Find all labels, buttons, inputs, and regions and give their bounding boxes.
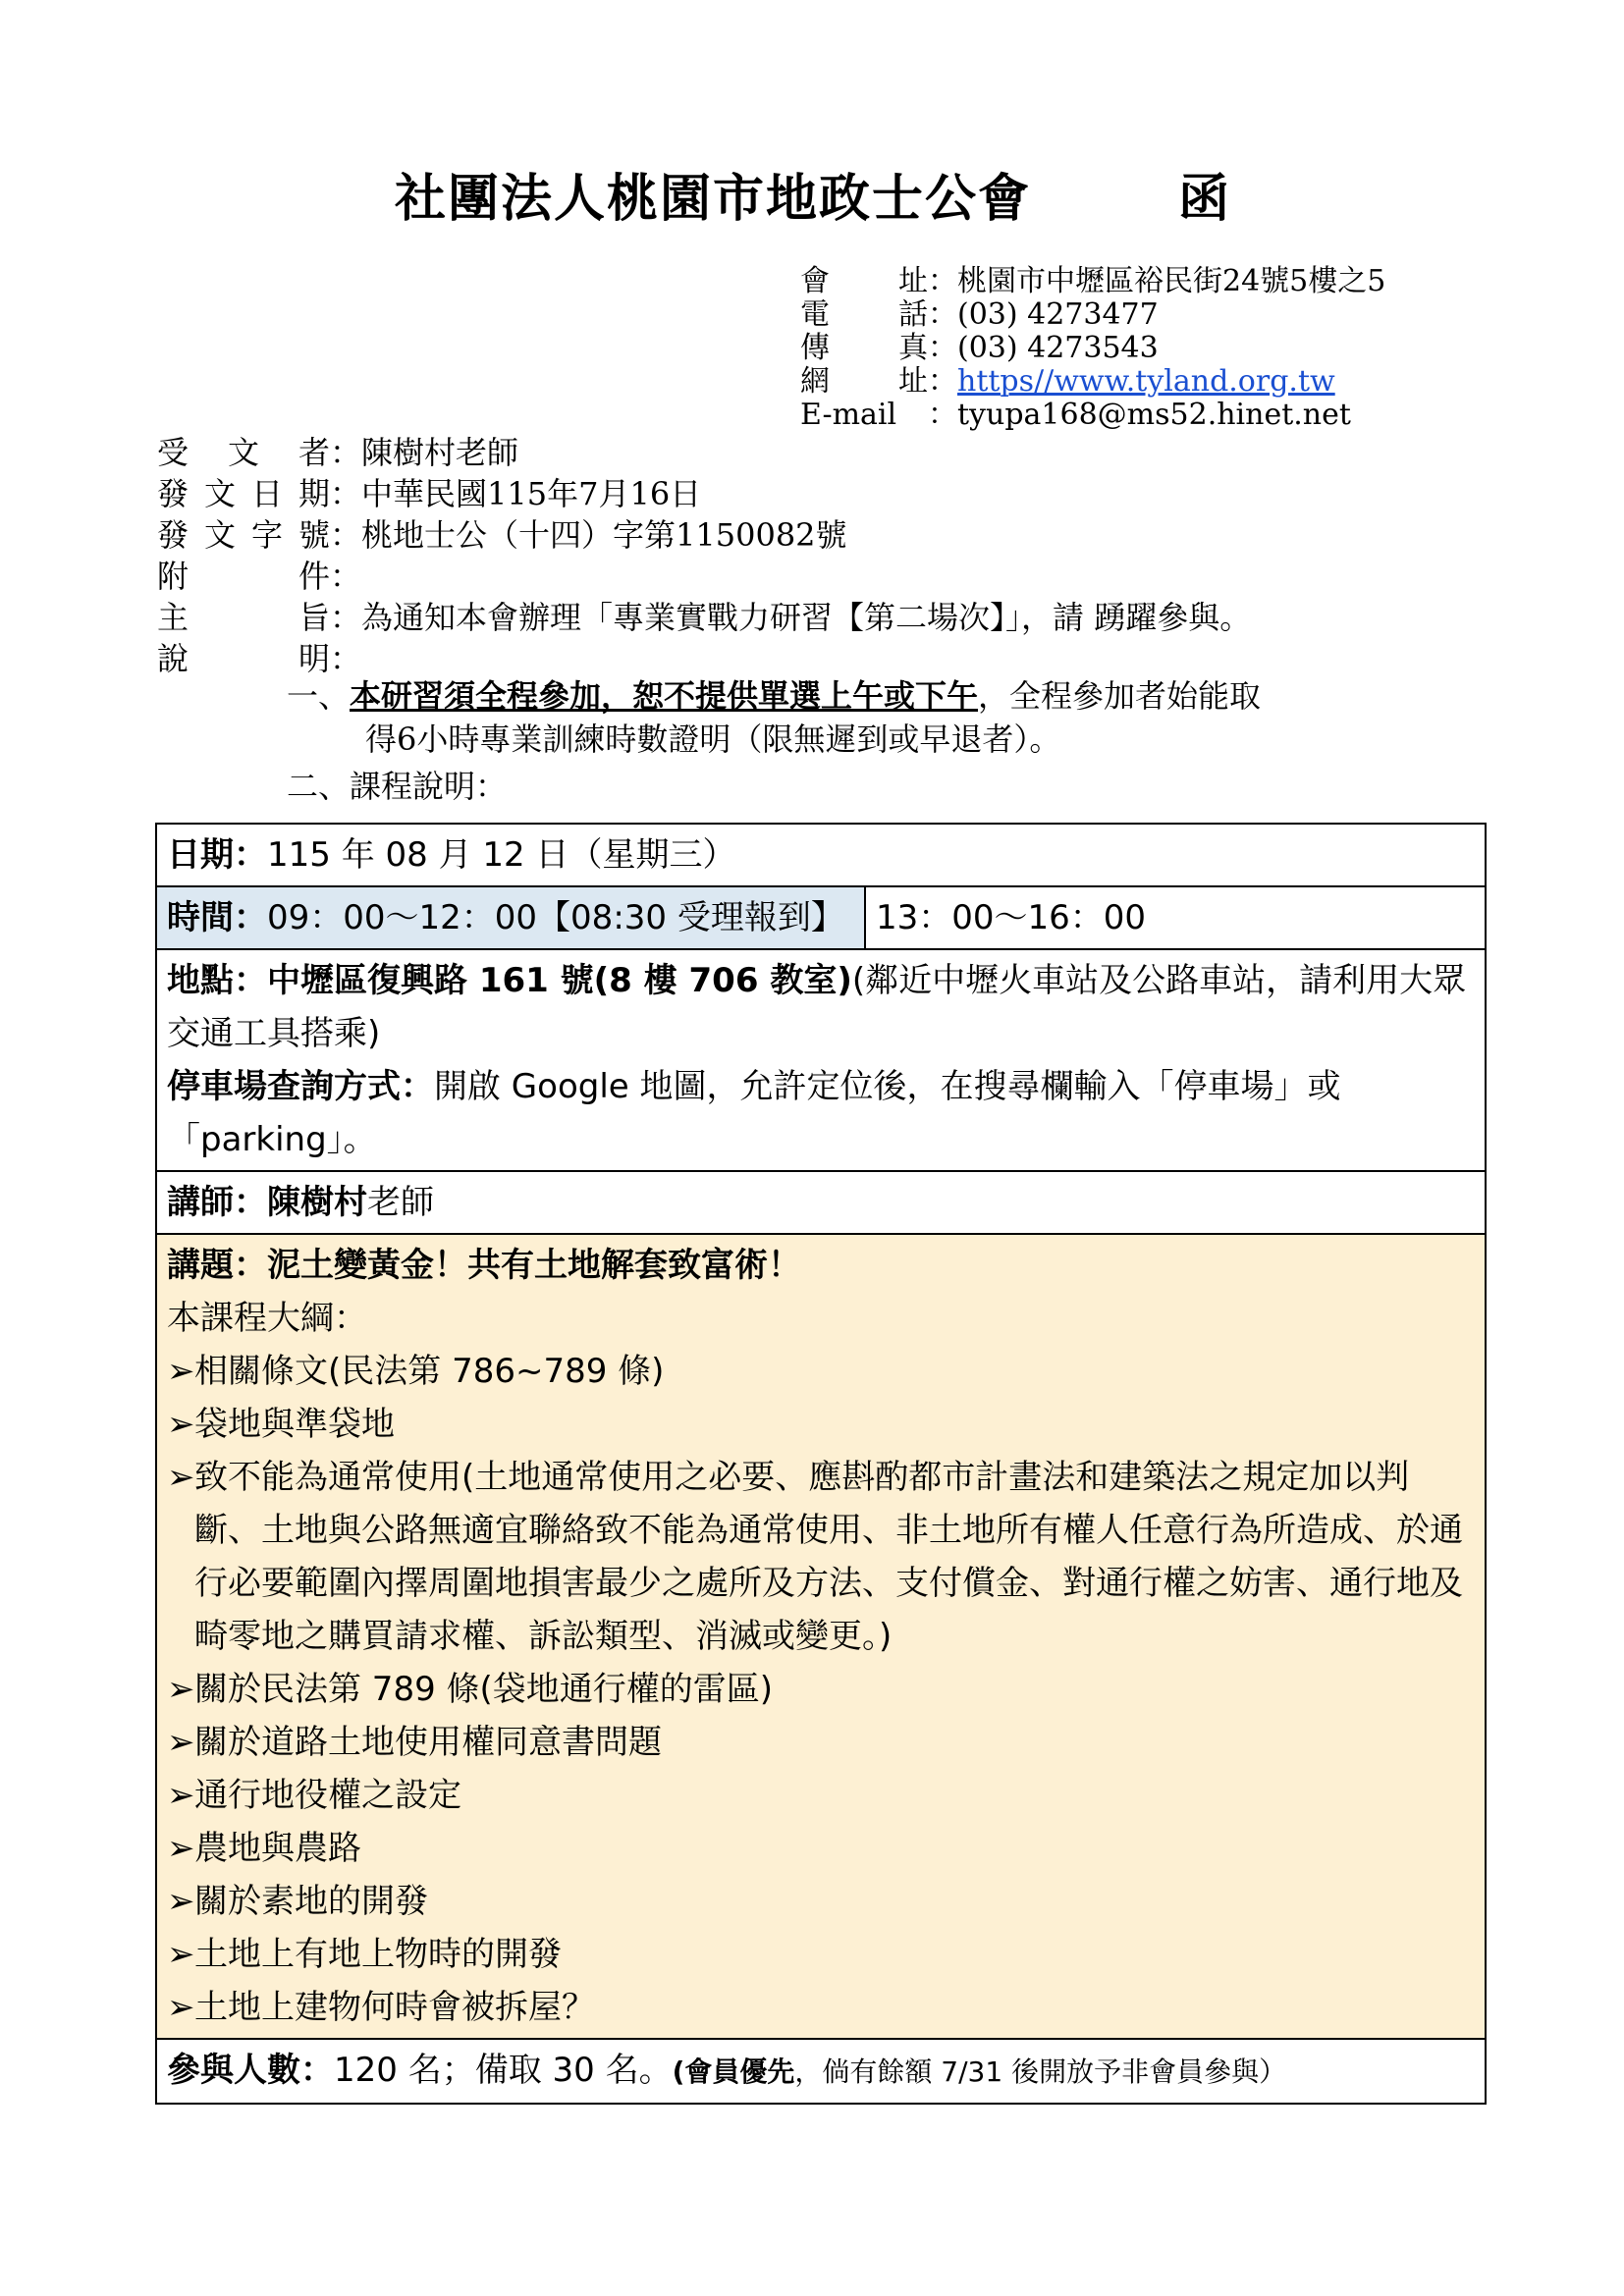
meta-label: 附件 xyxy=(157,558,330,595)
lecturer-label: 講師： xyxy=(167,1183,267,1222)
outline-item: ➢ 關於道路土地使用權同意書問題 xyxy=(167,1716,1475,1769)
contact-label: 會址 xyxy=(800,264,928,298)
contact-label: 網址 xyxy=(800,364,928,399)
outline-list xyxy=(167,1345,1475,2034)
meta-label: 受文者 xyxy=(157,434,330,471)
contact-fax-row: 傳真：(03) 4273543 xyxy=(800,331,1159,365)
contact-phone-row: 電話：(03) 4273477 xyxy=(800,297,1159,332)
participants-note: ，倘有餘額 7/31 後開放予非會員參與） xyxy=(794,2056,1287,2088)
contact-label: E-mail xyxy=(800,398,897,432)
time-label: 時間： xyxy=(167,898,267,937)
topic xyxy=(167,1239,1475,1292)
lecturer-row: 講師：陳樹村老師 xyxy=(156,1171,1486,1234)
location-label: 地點： xyxy=(167,961,267,1000)
meta-label: 說明 xyxy=(157,640,330,677)
arrow-bullet-icon: ➢ xyxy=(167,1776,195,1815)
lecturer-name: 陳樹村 xyxy=(267,1183,367,1222)
contact-block xyxy=(800,265,1385,432)
location-note: (鄰近中壢火車站及公路車站，請利用大眾交通工具搭乘) xyxy=(167,961,1467,1053)
time-row xyxy=(156,886,1486,949)
course-date: 115 年 08 月 12 日（星期三） xyxy=(267,835,736,875)
contact-phone: (03) 4273477 xyxy=(957,297,1159,332)
meta-subject-row: 主旨：為通知本會辦理「專業實戰力研習【第二場次】」，請 踴躍參與。 xyxy=(157,599,1252,636)
contact-label: 傳真 xyxy=(800,331,928,365)
participants-row xyxy=(156,2039,1486,2104)
document-title xyxy=(0,157,1624,231)
issue-date: 中華民國115年7月16日 xyxy=(361,475,702,512)
document-number: 桃地士公（十四）字第1150082號 xyxy=(361,516,847,554)
location xyxy=(167,954,1475,1060)
outline-item: ➢ 致不能為通常使用(土地通常使用之必要、應斟酌都市計畫法和建築法之規定加以判斷、土地與公路無適宜聯絡致不能為通常使用、非土地所有權人任意行為所造成、於通行必要範圍內擇周圍地損害最少之處所及方法、支付償金、對通行權之妨害、通行地及畸零地之購買請求權、訴訟類型、消滅或變更。) xyxy=(167,1451,1475,1663)
outline-item: ➢ 通行地役權之設定 xyxy=(167,1769,1475,1822)
description-item-1: 一、本研習須全程參加，恕不提供單選上午或下午，全程參加者始能取 xyxy=(287,677,1262,715)
arrow-bullet-icon: ➢ xyxy=(167,1352,195,1391)
meta-attachment-row: 附件： xyxy=(157,558,362,595)
recipient: 陳樹村老師 xyxy=(361,434,519,471)
course-table xyxy=(155,823,1487,2105)
outline-item: ➢ 相關條文(民法第 786~789 條) xyxy=(167,1345,1475,1398)
location-row xyxy=(156,949,1486,1171)
contact-label: 電話 xyxy=(800,297,928,332)
meta-explanation-row: 說明： xyxy=(157,640,362,677)
contact-email: tyupa168@ms52.hinet.net xyxy=(957,398,1351,432)
meta-recipient-row: 受文者：陳樹村老師 xyxy=(157,434,519,471)
arrow-bullet-icon: ➢ xyxy=(167,1458,195,1497)
member-priority: (會員優先 xyxy=(672,2056,795,2088)
description-item-2: 二、課程說明： xyxy=(287,768,508,805)
contact-address: 桃園市中壢區裕民街24號5樓之5 xyxy=(957,264,1386,298)
time-afternoon: 13：00～16：00 xyxy=(876,898,1147,937)
arrow-bullet-icon: ➢ xyxy=(167,1670,195,1709)
meta-label: 發文字號 xyxy=(157,516,330,554)
participants-count: 120 名；備取 30 名。 xyxy=(334,2051,673,2090)
description-item-1-cont: 得6小時專業訓練時數證明（限無遲到或早退者）。 xyxy=(365,721,1061,758)
time-morning: 09：00～12：00【08:30 受理報到】 xyxy=(267,898,844,937)
outline-item: ➢ 袋地與準袋地 xyxy=(167,1398,1475,1451)
contact-address-row: 會址：桃園市中壢區裕民街24號5樓之5 xyxy=(800,264,1386,298)
mandatory-notice: 本研習須全程參加，恕不提供單選上午或下午 xyxy=(350,677,979,715)
date-row xyxy=(156,824,1486,886)
contact-email-row: E-mail ：tyupa168@ms52.hinet.net xyxy=(800,398,1351,432)
date-label: 日期： xyxy=(167,835,267,875)
outline-item: ➢ 農地與農路 xyxy=(167,1822,1475,1875)
subject: 為通知本會辦理「專業實戰力研習【第二場次】」，請 踴躍參與。 xyxy=(361,599,1252,636)
outline-item: ➢ 土地上有地上物時的開發 xyxy=(167,1928,1475,1981)
outline-item: ➢ 土地上建物何時會被拆屋？ xyxy=(167,1981,1475,2034)
contact-fax: (03) 4273543 xyxy=(957,331,1159,365)
topic-label: 講題： xyxy=(167,1246,267,1285)
letter-meta xyxy=(157,432,1251,679)
outline-heading: 本課程大綱： xyxy=(167,1299,367,1338)
participants-label: 參與人數： xyxy=(167,2051,334,2090)
contact-website-row: 網址：https//www.tyland.org.tw xyxy=(800,364,1335,399)
arrow-bullet-icon: ➢ xyxy=(167,1723,195,1762)
meta-number-row: 發文字號：桃地士公（十四）字第1150082號 xyxy=(157,516,847,554)
meta-label: 發文日期 xyxy=(157,475,330,512)
parking xyxy=(167,1060,1475,1166)
parking-instructions: 開啟 Google 地圖，允許定位後，在搜尋欄輸入「停車場」或「parking」。 xyxy=(167,1067,1341,1159)
arrow-bullet-icon: ➢ xyxy=(167,1988,195,2027)
time-afternoon-cell xyxy=(865,886,1486,949)
location-address: 中壢區復興路 161 號(8 樓 706 教室) xyxy=(267,961,852,1000)
website-link[interactable]: https//www.tyland.org.tw xyxy=(957,364,1335,399)
doc-type: 函 xyxy=(1178,169,1230,229)
time-morning-cell xyxy=(156,886,865,949)
arrow-bullet-icon: ➢ xyxy=(167,1405,195,1444)
parking-label: 停車場查詢方式： xyxy=(167,1067,434,1106)
topic-row xyxy=(156,1234,1486,2039)
arrow-bullet-icon: ➢ xyxy=(167,1882,195,1921)
arrow-bullet-icon: ➢ xyxy=(167,1829,195,1868)
arrow-bullet-icon: ➢ xyxy=(167,1935,195,1974)
meta-label: 主旨 xyxy=(157,599,330,636)
topic-title: 泥土變黃金！共有土地解套致富術！ xyxy=(267,1246,801,1285)
org-name: 社團法人桃園市地政士公會 xyxy=(394,169,1031,229)
outline-item: ➢ 關於民法第 789 條(袋地通行權的雷區) xyxy=(167,1663,1475,1716)
outline-item: ➢ 關於素地的開發 xyxy=(167,1875,1475,1928)
meta-date-row: 發文日期：中華民國115年7月16日 xyxy=(157,475,702,512)
